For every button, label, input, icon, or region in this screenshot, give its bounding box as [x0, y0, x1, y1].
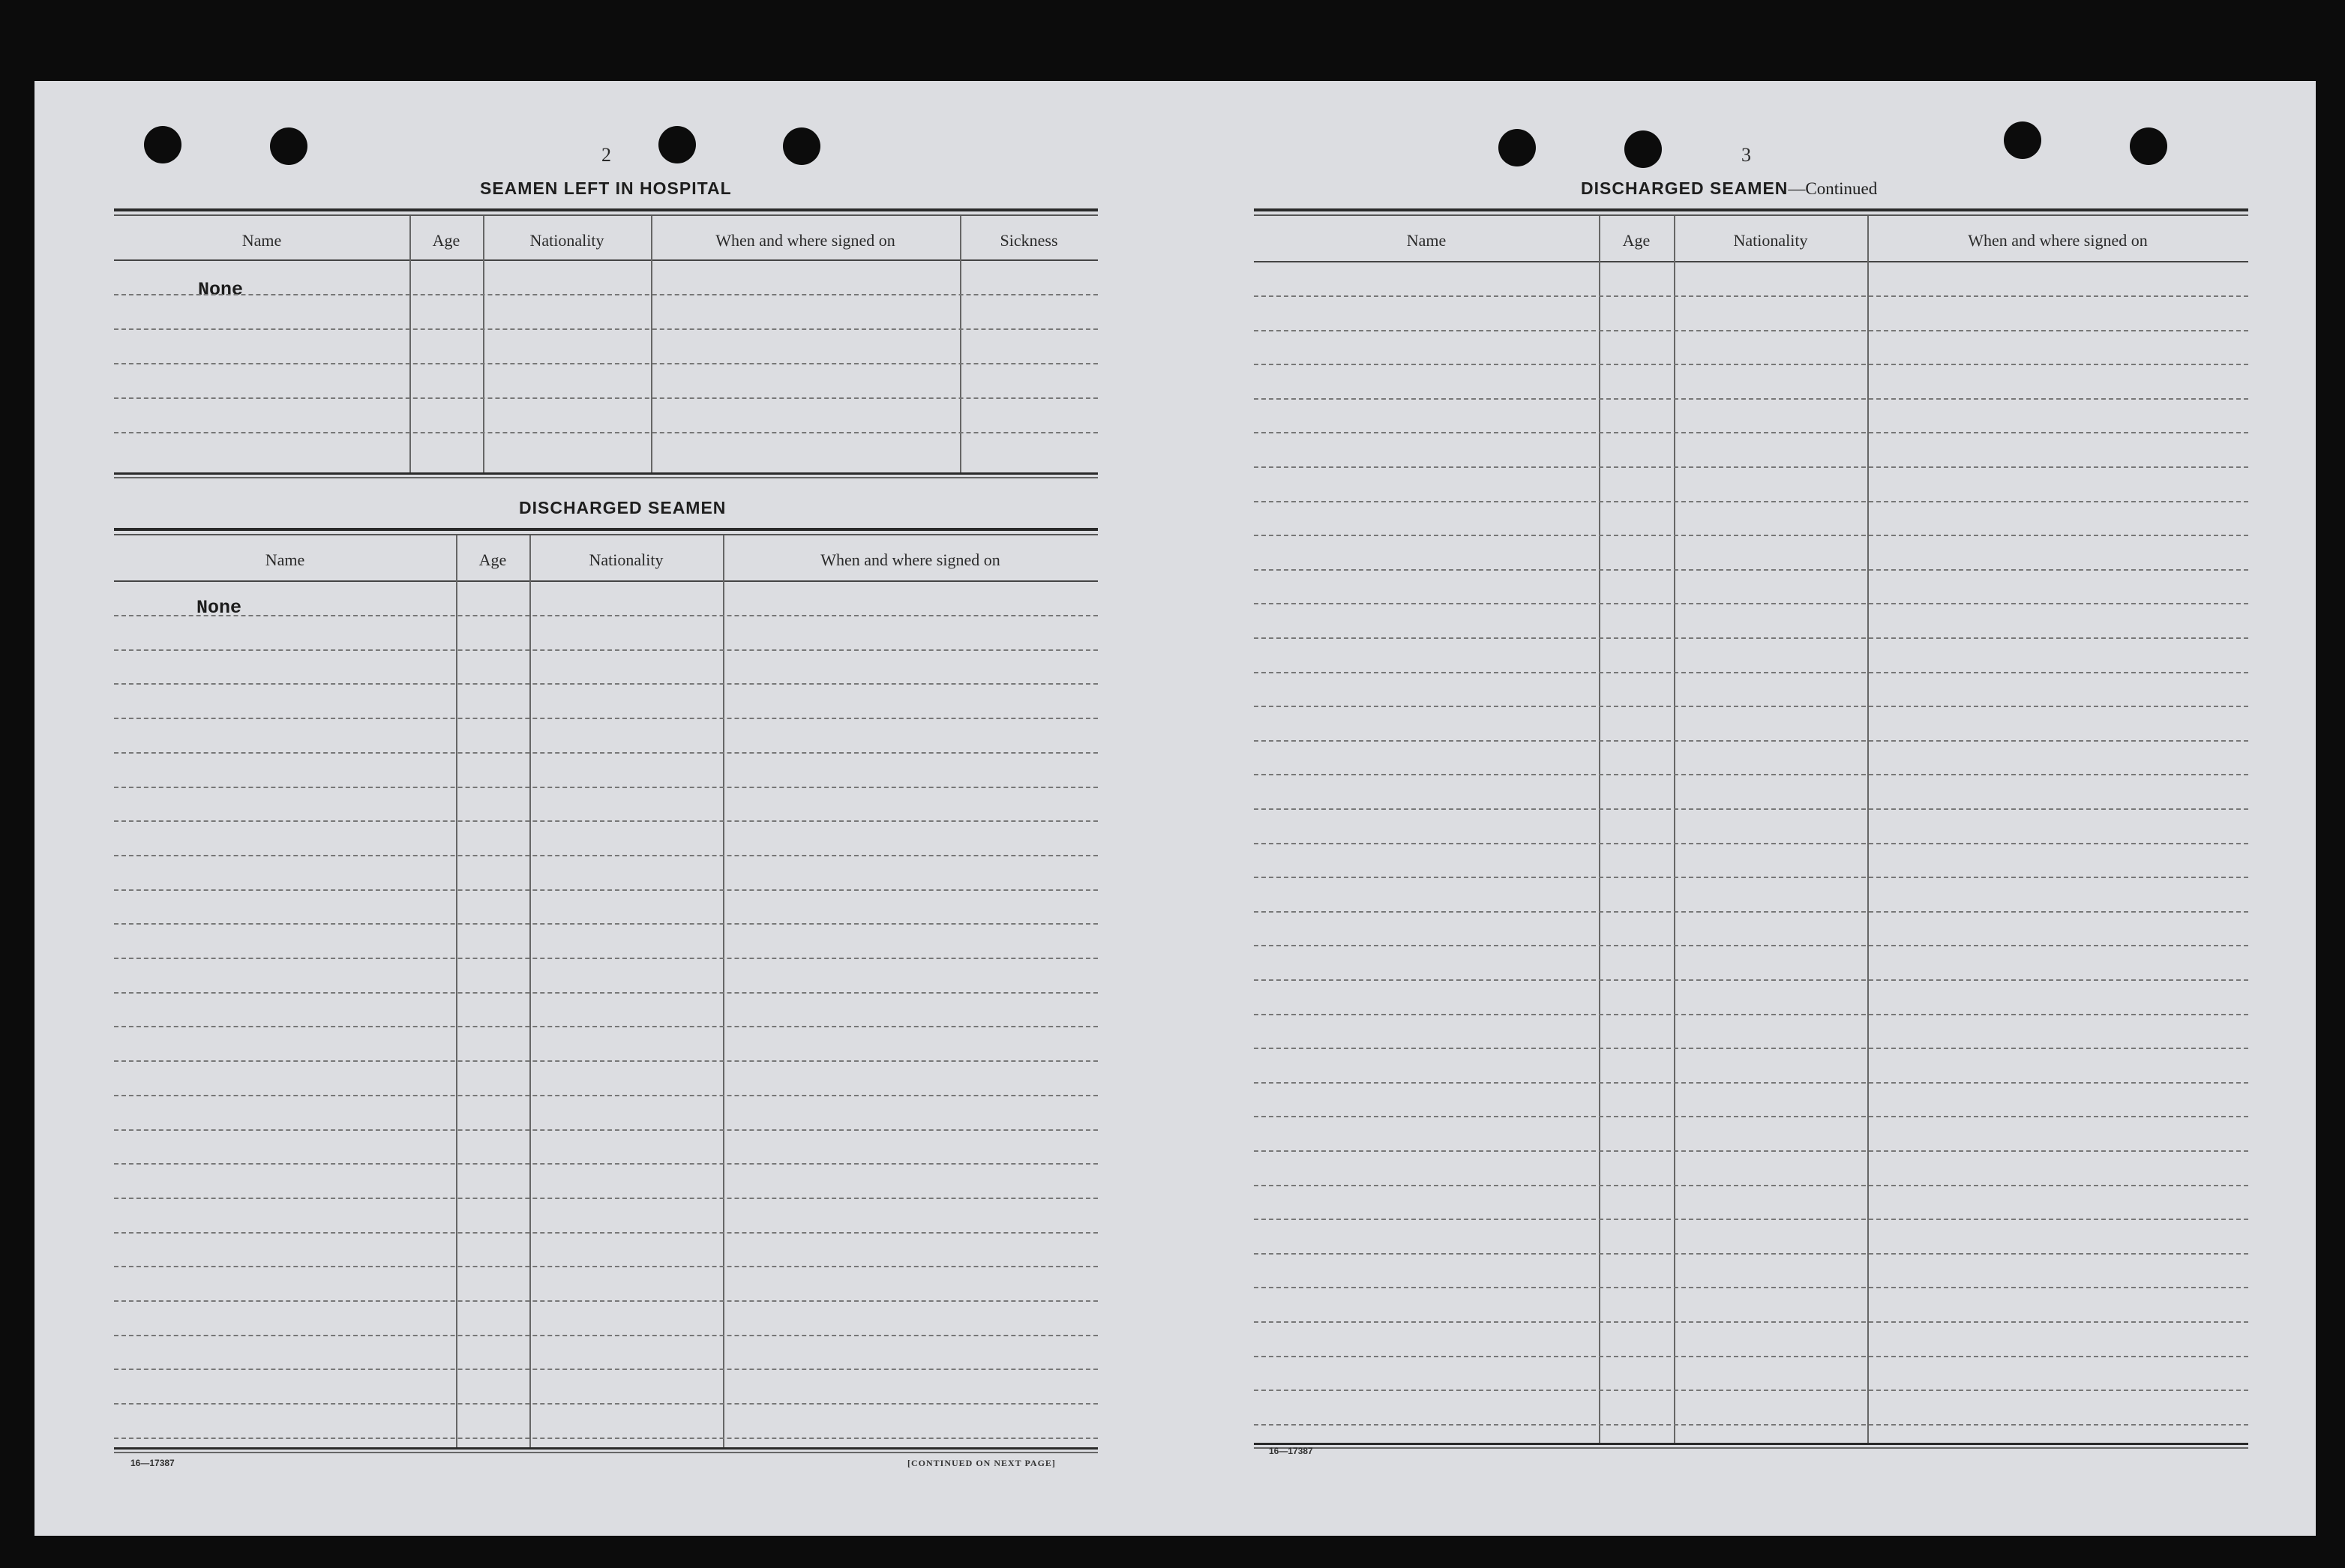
table-row-line	[1254, 672, 2248, 673]
table-row-line	[114, 1060, 1098, 1062]
column-header-age: Age	[1622, 231, 1651, 250]
continued-suffix: —Continued	[1788, 179, 1878, 198]
page-number-left: 2	[601, 144, 611, 166]
table-row-line	[114, 1266, 1098, 1267]
table-row-line	[1254, 1185, 2248, 1186]
column-divider	[651, 216, 652, 472]
table-row-line	[1254, 330, 2248, 331]
punch-hole	[1498, 129, 1536, 166]
column-header-nationality: Nationality	[589, 550, 664, 569]
punch-hole	[658, 126, 696, 163]
table-row-line	[1254, 466, 2248, 468]
page-number-right: 3	[1741, 144, 1751, 166]
table-row-line	[1254, 1048, 2248, 1049]
table-top-rule	[1254, 208, 2248, 216]
column-header-name: Name	[241, 231, 282, 250]
table-row-line	[1254, 432, 2248, 433]
table-row-line	[114, 1163, 1098, 1165]
table-row-line	[114, 889, 1098, 891]
column-header-age: Age	[478, 550, 507, 569]
table-row-line	[114, 615, 1098, 616]
column-divider	[1674, 216, 1675, 1443]
form-number-left: 16—17387	[130, 1458, 175, 1468]
table-row-line	[1254, 364, 2248, 365]
table-row-line	[114, 718, 1098, 719]
table-row-line	[114, 363, 1098, 364]
table-bottom-rule	[114, 472, 1098, 478]
table-row-line	[1254, 1150, 2248, 1152]
discharged-title-text: DISCHARGED SEAMEN	[1581, 178, 1789, 198]
table-row-line	[1254, 569, 2248, 571]
table-row-line	[114, 1198, 1098, 1199]
table-row-line	[114, 787, 1098, 788]
table-row-line	[1254, 1219, 2248, 1220]
table-row-line	[1254, 774, 2248, 775]
table-row-line	[1254, 843, 2248, 844]
hospital-entry-none: None	[198, 279, 244, 301]
column-divider	[960, 216, 961, 472]
punch-hole	[270, 127, 307, 165]
header-underline	[114, 259, 1098, 261]
table-row-line	[114, 923, 1098, 925]
table-row-line	[1254, 1390, 2248, 1391]
table-row-line	[114, 294, 1098, 295]
table-row-line	[1254, 740, 2248, 742]
punch-hole	[2130, 127, 2167, 165]
table-top-rule	[114, 208, 1098, 216]
table-row-line	[1254, 979, 2248, 981]
discharged-table-left	[114, 528, 1098, 1452]
table-row-line	[1254, 1321, 2248, 1323]
table-row-line	[1254, 945, 2248, 946]
table-row-line	[114, 1369, 1098, 1370]
column-header-name: Name	[265, 550, 305, 569]
continued-note: [CONTINUED ON NEXT PAGE]	[907, 1458, 1056, 1468]
column-header-sickness: Sickness	[1000, 231, 1058, 250]
table-row-line	[1254, 1287, 2248, 1288]
punch-hole	[783, 127, 820, 165]
table-row-line	[114, 958, 1098, 959]
discharged-continued-title	[1581, 178, 1877, 199]
discharged-section-title: DISCHARGED SEAMEN	[519, 498, 727, 517]
table-row-line	[1254, 911, 2248, 913]
table-row-line	[114, 683, 1098, 685]
table-row-line	[1254, 1253, 2248, 1255]
table-row-line	[1254, 877, 2248, 878]
punch-hole	[144, 126, 181, 163]
table-row-line	[114, 1335, 1098, 1336]
table-bottom-rule	[1254, 1443, 2248, 1449]
header-underline	[114, 580, 1098, 582]
table-top-rule	[114, 528, 1098, 535]
table-row-line	[114, 328, 1098, 330]
table-row-line	[1254, 808, 2248, 810]
column-header-signed-on: When and where signed on	[820, 550, 1000, 569]
column-header-nationality: Nationality	[529, 231, 604, 250]
table-row-line	[114, 1438, 1098, 1439]
table-row-line	[1254, 603, 2248, 604]
table-row-line	[114, 855, 1098, 856]
column-header-name: Name	[1406, 231, 1447, 250]
column-header-age: Age	[432, 231, 460, 250]
table-row-line	[114, 820, 1098, 822]
column-divider	[409, 216, 411, 472]
table-row-line	[114, 992, 1098, 994]
table-row-line	[1254, 1082, 2248, 1084]
punch-hole	[2004, 121, 2041, 159]
table-row-line	[114, 432, 1098, 433]
table-row-line	[114, 1300, 1098, 1302]
document-sheet	[34, 81, 2316, 1536]
table-row-line	[114, 1403, 1098, 1405]
table-row-line	[114, 1026, 1098, 1027]
table-row-line	[1254, 637, 2248, 639]
column-divider	[1867, 216, 1869, 1443]
table-row-line	[1254, 1424, 2248, 1426]
table-row-line	[1254, 1116, 2248, 1117]
table-row-line	[1254, 501, 2248, 502]
table-bottom-rule	[114, 1447, 1098, 1453]
column-header-signed-on: When and where signed on	[1968, 231, 2148, 250]
table-row-line	[114, 1129, 1098, 1131]
table-row-line	[1254, 1014, 2248, 1015]
punch-hole	[1624, 130, 1662, 168]
table-row-line	[114, 397, 1098, 399]
table-row-line	[114, 1232, 1098, 1234]
table-row-line	[114, 752, 1098, 754]
table-row-line	[1254, 398, 2248, 400]
table-row-line	[1254, 535, 2248, 536]
column-divider	[483, 216, 484, 472]
header-underline	[1254, 261, 2248, 262]
discharged-entry-none: None	[196, 597, 242, 619]
table-row-line	[1254, 706, 2248, 707]
hospital-section-title: SEAMEN LEFT IN HOSPITAL	[480, 178, 732, 198]
table-row-line	[1254, 1356, 2248, 1357]
table-row-line	[1254, 295, 2248, 297]
column-header-signed-on: When and where signed on	[715, 231, 895, 250]
column-header-nationality: Nationality	[1733, 231, 1808, 250]
table-row-line	[114, 1095, 1098, 1096]
column-divider	[1599, 216, 1600, 1443]
hospital-table	[114, 208, 1098, 480]
form-number-right: 16—17387	[1269, 1446, 1313, 1456]
discharged-table-right	[1254, 208, 2248, 1447]
table-row-line	[114, 649, 1098, 651]
